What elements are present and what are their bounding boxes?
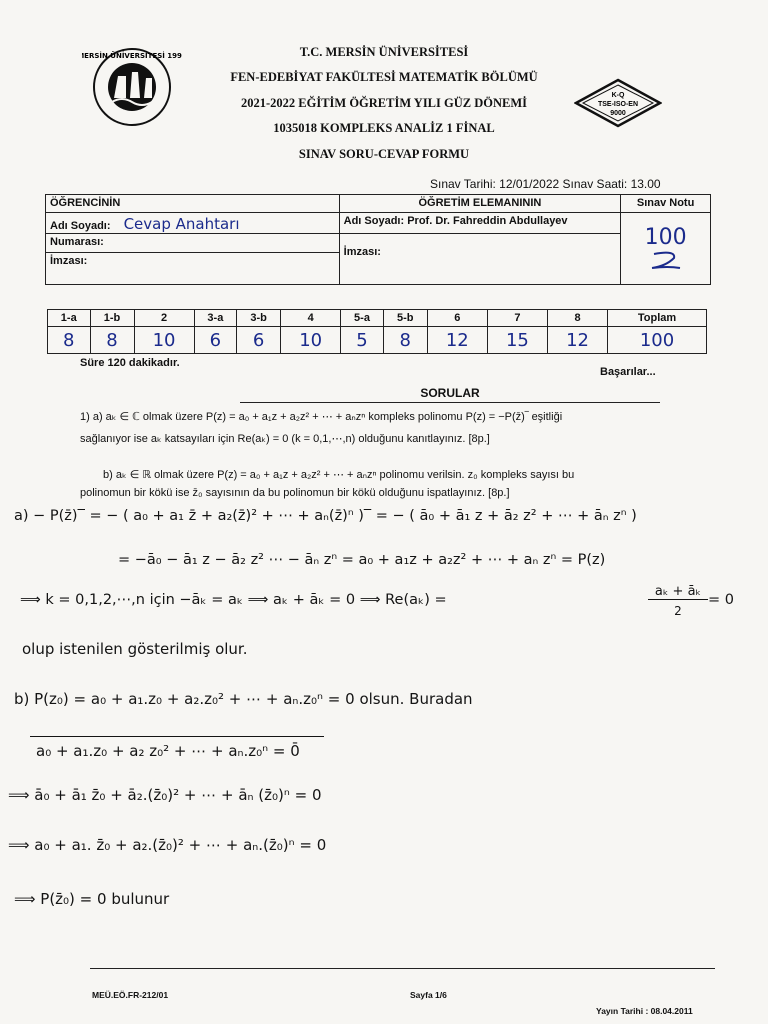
question-1a-line1: 1) a) aₖ ∈ ℂ olmak üzere P(z) = a₀ + a₁z + a₂z² + ⋯ + aₙzⁿ kompleks polinomu P(z) = −P(z̄)‾ eşitliği [80, 411, 563, 423]
scores-table [47, 309, 707, 354]
footer-form-code: MEÜ.EÖ.FR-212/01 [92, 990, 169, 1000]
answer-a-fraction-num: aₖ + āₖ [648, 584, 708, 600]
instructor-heading: ÖĞRETİM ELEMANININ [339, 195, 621, 213]
grade-signature-icon [646, 250, 686, 270]
score-value: 10 [281, 327, 341, 354]
section-divider [240, 402, 660, 403]
question-1b-line2: polinomun bir kökü ise z̄₀ sayısının da bu polinomun bir kökü olduğunu ispatlayınız. [8p.] [80, 487, 510, 499]
answer-a-line3-end: = 0 [708, 592, 734, 608]
scores-values-row [48, 327, 707, 354]
cert-line1: K-Q [611, 92, 625, 99]
score-value: 10 [134, 327, 194, 354]
grade-cell [621, 213, 711, 285]
answer-b-line3: ⟹ ā₀ + ā₁ z̄₀ + ā₂.(z̄₀)² + ⋯ + āₙ (z̄₀)ⁿ = 0 [8, 786, 322, 804]
score-header: 5-a [341, 310, 384, 327]
instructor-signature-label: İmzası: [343, 246, 381, 259]
answer-a-line1: a) − P(z̄)‾ = − ( a₀ + a₁ z̄ + a₂(z̄)² + ⋯ + aₙ(z̄)ⁿ )‾ = − ( ā₀ + ā₁ z + ā₂ z² + ⋯ + āₙ zⁿ ) [14, 508, 637, 524]
score-value: 12 [547, 327, 607, 354]
exam-date-time: Sınav Tarihi: 12/01/2022 Sınav Saati: 13.00 [430, 177, 661, 191]
score-header: 3-a [194, 310, 237, 327]
answer-b-line2: a₀ + a₁.z₀ + a₂ z₀² + ⋯ + aₙ.z₀ⁿ = 0̄ [36, 742, 300, 760]
score-header: 4 [281, 310, 341, 327]
student-number-label: Numarası: [46, 234, 339, 253]
header-faculty: FEN-EDEBİYAT FAKÜLTESİ MATEMATİK BÖLÜMÜ [230, 70, 538, 84]
grade-value: 100 [644, 224, 687, 250]
answer-a-line2: = −ā₀ − ā₁ z − ā₂ z² ⋯ − āₙ zⁿ = a₀ + a₁z + a₂z² + ⋯ + aₙ zⁿ = P(z) [118, 552, 606, 568]
score-value: 8 [48, 327, 91, 354]
score-header: 5-b [383, 310, 427, 327]
footer-page: Sayfa 1/6 [410, 990, 447, 1000]
score-header: 2 [134, 310, 194, 327]
instructor-name: Adı Soyadı: Prof. Dr. Fahreddin Abdullayev [340, 213, 621, 234]
answer-b-line5: ⟹ P(z̄₀) = 0 bulunur [14, 890, 170, 908]
cert-line2: TSE-ISO-EN [597, 101, 639, 108]
score-value: 5 [341, 327, 384, 354]
answer-b-line4: ⟹ a₀ + a₁. z̄₀ + a₂.(z̄₀)² + ⋯ + aₙ.(z̄₀)ⁿ = 0 [8, 836, 327, 854]
score-value: 6 [194, 327, 237, 354]
student-name-value: Cevap Anahtarı [123, 215, 240, 234]
answer-a-fraction-den: 2 [674, 604, 682, 618]
info-table [45, 194, 711, 285]
score-header: 1-b [90, 310, 134, 327]
section-title: SORULAR [420, 386, 480, 400]
footer-divider [90, 968, 715, 969]
header-university: T.C. MERSİN ÜNİVERSİTESİ [299, 45, 469, 59]
score-header: 7 [487, 310, 547, 327]
logo-text: MERSİN ÜNİVERSİTESİ 1992 [82, 52, 182, 60]
answer-a-line4: olup istenilen gösterilmiş olur. [22, 640, 248, 658]
score-header: 6 [427, 310, 487, 327]
score-header: 1-a [48, 310, 91, 327]
score-value: 8 [90, 327, 134, 354]
score-value: 8 [383, 327, 427, 354]
student-heading: ÖĞRENCİNİN [46, 195, 340, 213]
header-form-title: SINAV SORU-CEVAP FORMU [298, 147, 470, 161]
answer-a-line3: ⟹ k = 0,1,2,⋯,n için −āₖ = aₖ ⟹ aₖ + āₖ = 0 ⟹ Re(aₖ) = [20, 592, 447, 608]
duration-note: Süre 120 dakikadır. [80, 357, 180, 369]
student-name-label: Adı Soyadı: [50, 220, 111, 233]
score-value: 100 [608, 327, 707, 354]
footer-publish-date: Yayın Tarihi : 08.04.2011 [596, 1006, 693, 1016]
score-value: 12 [427, 327, 487, 354]
score-value: 15 [487, 327, 547, 354]
certification-badge [574, 78, 662, 128]
score-header: 3-b [237, 310, 281, 327]
cert-line3: 9000 [610, 110, 626, 117]
score-value: 6 [237, 327, 281, 354]
grade-heading: Sınav Notu [621, 195, 711, 213]
question-1a-line2: sağlanıyor ise aₖ katsayıları için Re(aₖ) = 0 (k = 0,1,⋯,n) olduğunu kanıtlayınız. [8p.] [80, 433, 490, 445]
header-course: 1035018 KOMPLEKS ANALİZ 1 FİNAL [273, 121, 495, 135]
student-signature-label: İmzası: [50, 255, 88, 268]
student-details [46, 213, 340, 285]
score-header: Toplam [608, 310, 707, 327]
answer-b-line1: b) P(z₀) = a₀ + a₁.z₀ + a₂.z₀² + ⋯ + aₙ.z₀ⁿ = 0 olsun. Buradan [14, 690, 473, 708]
instructor-details [339, 213, 621, 285]
scores-header-row [48, 310, 707, 327]
question-1b-line1: b) aₖ ∈ ℝ olmak üzere P(z) = a₀ + a₁z + a₂z² + ⋯ + aₙzⁿ polinomu verilsin. z₀ kompleks sayısı bu [103, 469, 575, 481]
score-header: 8 [547, 310, 607, 327]
good-luck-note: Başarılar... [600, 366, 656, 378]
header-term: 2021-2022 EĞİTİM ÖĞRETİM YILI GÜZ DÖNEMİ [240, 96, 528, 110]
answer-b-overline [30, 736, 324, 737]
